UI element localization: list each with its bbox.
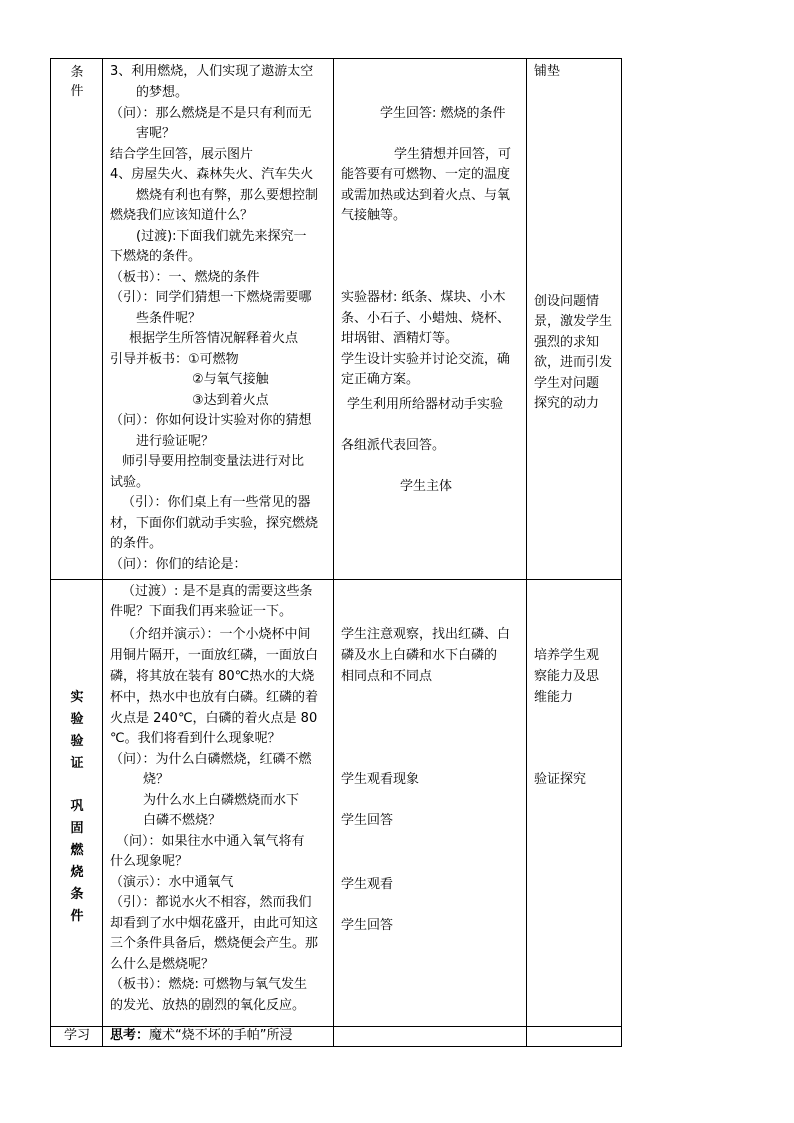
stage-label-char: 燃 <box>70 843 84 858</box>
teacher-line: ③达到着火点 <box>192 393 269 408</box>
teacher-line: （引）：都说水火不相容，然而我们 <box>110 895 312 910</box>
intent-line: 探究的动力 <box>534 396 600 411</box>
intent-line: 欲，进而引发 <box>534 355 613 370</box>
student-line: 磷及水上白磷和水下白磷的 <box>341 648 498 663</box>
intent-line: 创设问题情 <box>534 294 600 309</box>
teacher-activity-cell <box>103 59 334 580</box>
stage-label-char: 巩 <box>70 799 84 814</box>
student-line: 气接触等。 <box>341 208 407 223</box>
teacher-line: 白磷不燃烧？ <box>143 813 222 828</box>
intent-line: 学生对问题 <box>534 376 600 391</box>
stage-label-char: 验 <box>70 712 84 727</box>
teacher-line: 进行验证呢？ <box>136 434 215 449</box>
teacher-line: 么什么是燃烧呢？ <box>110 957 215 972</box>
teacher-line: 燃烧我们应该知道什么？ <box>110 208 254 223</box>
teacher-line: （演示）：水中通氧气 <box>110 875 234 890</box>
teacher-line: 结合学生回答，展示图片 <box>110 147 254 162</box>
teacher-line: 根据学生所答情况解释着火点 <box>129 331 299 346</box>
lesson-plan-table <box>50 58 622 1047</box>
stage-label-char: 件 <box>70 909 84 924</box>
student-line: 条、小石子、小蜡烛、烧杯、 <box>341 311 511 326</box>
teacher-line <box>110 1026 293 1047</box>
teacher-line: （板书）：燃烧: 可燃物与氧气发生 <box>110 977 308 992</box>
design-intent-cell <box>527 580 622 1027</box>
stage-label-char: 学习 <box>63 1028 90 1043</box>
teacher-line: （引）：你们桌上有一些常见的器 <box>122 495 311 510</box>
student-line: 学生猜想并回答，可 <box>394 147 512 162</box>
teacher-line: （问）：为什么白磷燃烧，红磷不燃 <box>110 752 312 767</box>
teacher-line: (过渡):下面我们就先来探究一 <box>136 229 307 244</box>
teacher-line: （引）：同学们猜想一下燃烧需要哪 <box>110 290 312 305</box>
intent-line: 验证探究 <box>534 772 587 787</box>
student-line: 定正确方案。 <box>341 372 420 387</box>
teacher-line: 些条件呢？ <box>136 311 202 326</box>
teacher-line: 什么现象呢？ <box>110 854 189 869</box>
stage-label-cell <box>51 59 103 580</box>
teacher-line: 的梦想。 <box>136 85 189 100</box>
stage-label-char: 实 <box>70 690 84 705</box>
teacher-line: 试验。 <box>110 475 150 490</box>
teacher-line: （介绍并演示）：一个小烧杯中间 <box>122 627 311 642</box>
intent-line: 培养学生观 <box>534 648 600 663</box>
teacher-line: （问）：你如何设计实验对你的猜想 <box>110 413 312 428</box>
table-row <box>51 59 622 580</box>
intent-line: 强烈的求知 <box>534 335 600 350</box>
student-activity-cell <box>334 1027 527 1047</box>
student-line: 坩埚钳、酒精灯等。 <box>341 331 459 346</box>
student-line: 学生利用所给器材动手实验 <box>347 397 504 412</box>
intent-line: 景，激发学生 <box>534 314 613 329</box>
teacher-line: 火点是 240℃，白磷的着火点是 80 <box>110 711 318 726</box>
teacher-line: （问）：你们的结论是： <box>110 557 247 572</box>
student-line: 学生回答: 燃烧的条件 <box>380 106 506 121</box>
student-line: 能答要有可燃物、一定的温度 <box>341 167 511 182</box>
student-activity-cell <box>334 59 527 580</box>
teacher-line: 的条件。 <box>110 536 163 551</box>
student-line: 学生观看 <box>341 877 394 892</box>
student-line: 学生回答 <box>341 918 394 933</box>
student-line: 各组派代表回答。 <box>341 438 446 453</box>
student-line: 实验器材: 纸条、煤块、小木 <box>341 290 506 305</box>
table-row <box>51 580 622 1027</box>
teacher-line: 引导并板书：①可燃物 <box>110 352 239 367</box>
teacher-line: ℃。我们将看到什么现象呢？ <box>110 731 281 746</box>
teacher-line: 杯中，热水中也放有白磷。红磷的着 <box>110 690 319 705</box>
teacher-activity-cell <box>103 580 334 1027</box>
stage-label-char: 件 <box>70 84 84 99</box>
design-intent-cell <box>527 59 622 580</box>
student-line: 相同点和不同点 <box>341 669 433 684</box>
stage-label-char: 证 <box>70 756 84 771</box>
stage-label-char: 条 <box>70 65 84 80</box>
student-line: 学生观看现象 <box>341 772 420 787</box>
teacher-line: （问）：如果往水中通入氧气将有 <box>116 834 305 849</box>
table-row <box>51 1027 622 1047</box>
teacher-line: 害呢？ <box>136 126 176 141</box>
teacher-line: （板书）：一、燃烧的条件 <box>110 270 260 285</box>
intent-line: 维能力 <box>534 690 574 705</box>
teacher-line: 为什么水上白磷燃烧而水下 <box>143 793 300 808</box>
student-line: 学生注意观察，找出红磷、白 <box>341 627 511 642</box>
teacher-line: （过渡）: 是不是真的需要这些条 <box>122 584 313 599</box>
teacher-line: 烧？ <box>143 772 170 787</box>
stage-label-cell <box>51 1027 103 1047</box>
teacher-line: 用铜片隔开，一面放红磷，一面放白 <box>110 648 319 663</box>
stage-label-char: 验 <box>70 734 84 749</box>
student-line: 学生设计实验并讨论交流，确 <box>341 352 511 367</box>
student-activity-cell <box>334 580 527 1027</box>
teacher-line: 三个条件具备后，燃烧便会产生。那 <box>110 936 319 951</box>
teacher-line: 下燃烧的条件。 <box>110 249 202 264</box>
stage-label-cell <box>51 580 103 1027</box>
think-text: 魔术“烧不坏的手帕”所浸 <box>149 1028 293 1043</box>
teacher-line: 师引导要用控制变量法进行对比 <box>122 454 305 469</box>
teacher-activity-cell <box>103 1027 334 1047</box>
teacher-line: 磷，将其放在装有 80℃热水的大烧 <box>110 669 315 684</box>
student-line: 学生主体 <box>400 479 453 494</box>
teacher-line: 燃烧有利也有弊，那么要想控制 <box>136 188 319 203</box>
student-line: 或需加热或达到着火点、与氧 <box>341 188 511 203</box>
teacher-line: （问）：那么燃烧是不是只有利而无 <box>110 106 312 121</box>
stage-label-char: 烧 <box>70 865 84 880</box>
think-prefix: 思考： <box>110 1028 150 1043</box>
student-line: 学生回答 <box>341 813 394 828</box>
teacher-line: 却看到了水中烟花盛开，由此可知这 <box>110 916 319 931</box>
teacher-line: ②与氧气接触 <box>192 372 269 387</box>
teacher-line: 的发光、放热的剧烈的氧化反应。 <box>110 998 306 1013</box>
teacher-line: 材，下面你们就动手实验，探究燃烧 <box>110 516 319 531</box>
intent-line: 铺垫 <box>534 64 561 79</box>
stage-label-char: 固 <box>70 821 84 836</box>
teacher-line: 3、利用燃烧，人们实现了遨游太空 <box>110 64 314 79</box>
teacher-line: 件呢？下面我们再来验证一下。 <box>110 604 293 619</box>
stage-label-char: 条 <box>70 887 84 902</box>
intent-line: 察能力及思 <box>534 669 600 684</box>
teacher-line: 4、房屋失火、森林失火、汽车失火 <box>110 167 314 182</box>
design-intent-cell <box>527 1027 622 1047</box>
